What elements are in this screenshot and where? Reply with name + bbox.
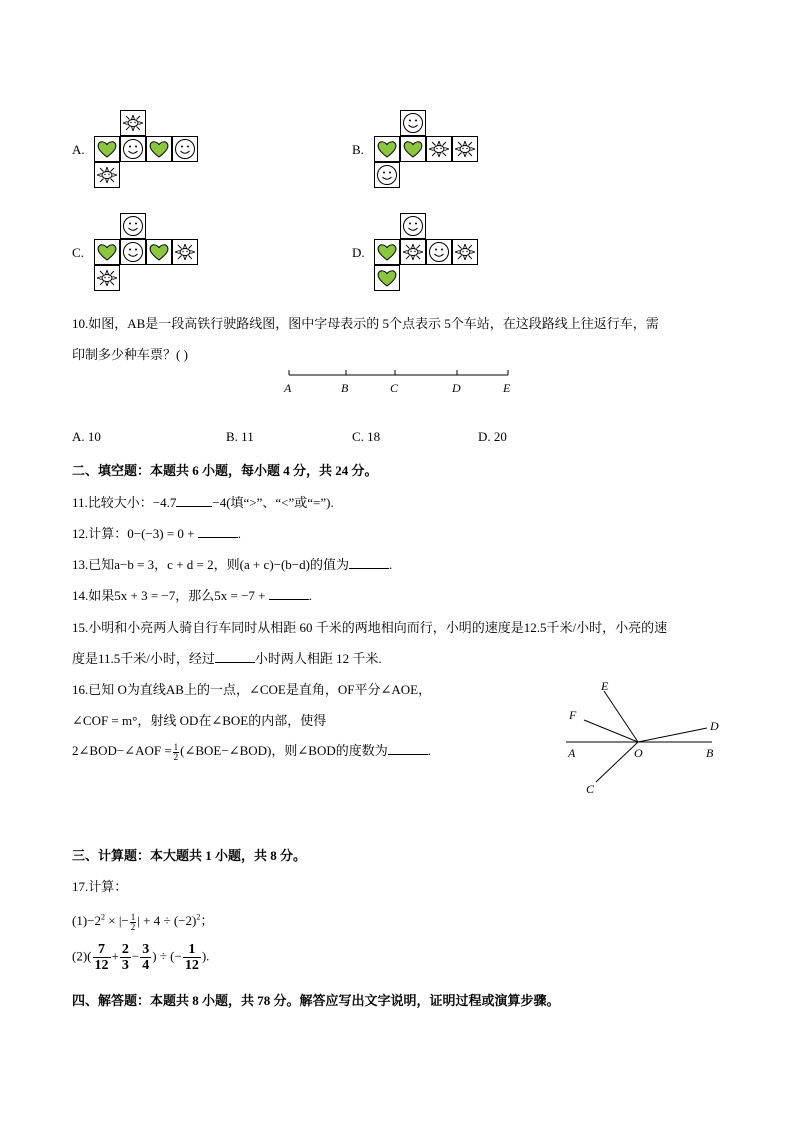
q15-text-line1: 15.小明和小亮两人骑自行车同时从相距 60 千米的两地相向而行，小明的速度是12.5千米/小时，小亮的速 xyxy=(72,620,668,635)
q15-line2 xyxy=(72,648,382,667)
q10-text-line2: 印制多少种车票？( ) xyxy=(72,347,188,362)
option-label-c: C. xyxy=(72,245,84,260)
section-3-heading: 三、计算题：本大题共 1 小题，共 8 分。 xyxy=(72,848,307,863)
option-label-d: D. xyxy=(352,245,365,260)
smiley-icon xyxy=(400,213,426,239)
smiley-icon xyxy=(120,239,146,265)
point-label-a: A xyxy=(568,746,576,760)
q11-text-a: 11.比较大小：−4.7 xyxy=(72,495,177,510)
q11 xyxy=(72,492,334,511)
ray-label-c: C xyxy=(586,782,595,796)
point-label-c: C xyxy=(390,381,399,395)
q10-route-figure xyxy=(280,365,520,397)
q14 xyxy=(72,585,312,604)
q14-text-a: 14.如果5x + 3 = −7，那么5x = −7 + xyxy=(72,588,269,603)
q10-option-b: B. 11 xyxy=(226,429,254,444)
section-2-heading: 二、填空题：本题共 6 小题，每小题 4 分，共 24 分。 xyxy=(72,463,378,478)
answer-blank xyxy=(349,568,389,569)
q10-option-d: D. 20 xyxy=(478,429,507,444)
ray-label-d: D xyxy=(710,719,719,733)
heart-icon xyxy=(374,265,400,291)
q10-option-c: C. 18 xyxy=(352,429,381,444)
point-label-e: E xyxy=(503,381,511,395)
q16-text-a: 2∠BOD−∠AOF = xyxy=(72,743,172,758)
q11-text-b: −4(填“>”、“<”或“=”). xyxy=(212,495,334,510)
sun-icon xyxy=(120,110,146,136)
q10-text-line1: 10.如图，AB是一段高铁行驶路线图，图中字母表示的 5个点表示 5个车站，在这段路线上往返行车，需 xyxy=(72,316,659,331)
point-label-d: D xyxy=(452,381,461,395)
point-label-b: B xyxy=(706,746,714,760)
q16-text-c: . xyxy=(427,743,431,758)
fraction-one-half: $\frac{1}{2}$ xyxy=(173,741,179,762)
answer-blank xyxy=(198,537,238,538)
heart-icon xyxy=(374,239,400,265)
q16-text-line1: 16.已知 O为直线AB上的一点，∠COE是直角，OF平分∠AOE， xyxy=(72,682,432,697)
option-label-a: A. xyxy=(72,142,85,157)
heart-icon xyxy=(374,136,400,162)
heart-icon xyxy=(146,136,172,162)
smiley-icon xyxy=(120,213,146,239)
q12-text-a: 12.计算：0−(−3) = 0 + xyxy=(72,526,198,541)
answer-blank xyxy=(176,506,212,507)
smiley-icon xyxy=(374,162,400,188)
q12-text-b: . xyxy=(237,526,241,541)
sun-icon xyxy=(94,162,120,188)
answer-blank xyxy=(269,599,309,600)
q10-option-a: A. 10 xyxy=(72,429,101,444)
heart-icon xyxy=(400,136,426,162)
answer-blank xyxy=(388,754,428,755)
sun-icon xyxy=(172,239,198,265)
heart-icon xyxy=(94,239,120,265)
heart-icon xyxy=(94,136,120,162)
q15-text-a: 度是11.5千米/小时，经过 xyxy=(72,651,215,666)
point-label-b: B xyxy=(341,381,349,395)
sun-icon xyxy=(452,136,478,162)
q14-text-b: . xyxy=(308,588,312,603)
sun-icon xyxy=(94,265,120,291)
q16-text-b: (∠BOE−∠BOD)，则∠BOD的度数为 xyxy=(180,743,388,758)
sun-icon xyxy=(426,136,452,162)
option-label-b: B. xyxy=(352,142,364,157)
q16-line3 xyxy=(72,740,431,762)
q17-title: 17.计算： xyxy=(72,879,128,894)
answer-blank xyxy=(215,662,255,663)
fraction-2-3: $\frac{2}{3}$ xyxy=(121,942,129,973)
q16-angle-figure xyxy=(560,675,730,800)
q13-text-a: 13.已知a−b = 3，c + d = 2，则(a + c)−(b−d)的值为 xyxy=(72,557,349,572)
smiley-icon xyxy=(172,136,198,162)
smiley-icon xyxy=(120,136,146,162)
sun-icon xyxy=(400,239,426,265)
q16-text-line2: ∠COF = m°，射线 OD在∠BOE的内部，使得 xyxy=(72,713,327,728)
ray-label-e: E xyxy=(601,679,609,693)
q13 xyxy=(72,554,392,573)
ray-label-f: F xyxy=(569,708,577,722)
q17-part1: $(1)-2^2$ × |− $\frac{1}{2}$ | + $4 \div (-2)^2$； xyxy=(72,911,214,932)
q12 xyxy=(72,523,241,542)
smiley-icon xyxy=(400,110,426,136)
fraction-7-12: $\frac{7}{12}$ xyxy=(94,942,109,973)
q13-text-b: . xyxy=(388,557,393,572)
fraction-3-4: $\frac{3}{4}$ xyxy=(142,942,150,973)
fraction-one-half: $\frac{1}{2}$ xyxy=(130,911,136,932)
point-label-a: A xyxy=(284,381,292,395)
section-4-heading: 四、解答题：本题共 8 小题，共 78 分。解答应写出文字说明，证明过程或演算步骤。 xyxy=(72,993,560,1008)
fraction-1-12: $\frac{1}{12}$ xyxy=(184,942,199,973)
heart-icon xyxy=(146,239,172,265)
sun-icon xyxy=(452,239,478,265)
q15-text-b: 小时两人相距 12 千米. xyxy=(254,651,382,666)
point-label-o: O xyxy=(634,746,643,760)
q17-part2: (2)( $\frac{7}{12}$ + $\frac{2}{3}$ − $\frac{3}{4}$ ) ÷ (− $\frac{1}{12}$ ). xyxy=(72,942,210,973)
smiley-icon xyxy=(426,239,452,265)
